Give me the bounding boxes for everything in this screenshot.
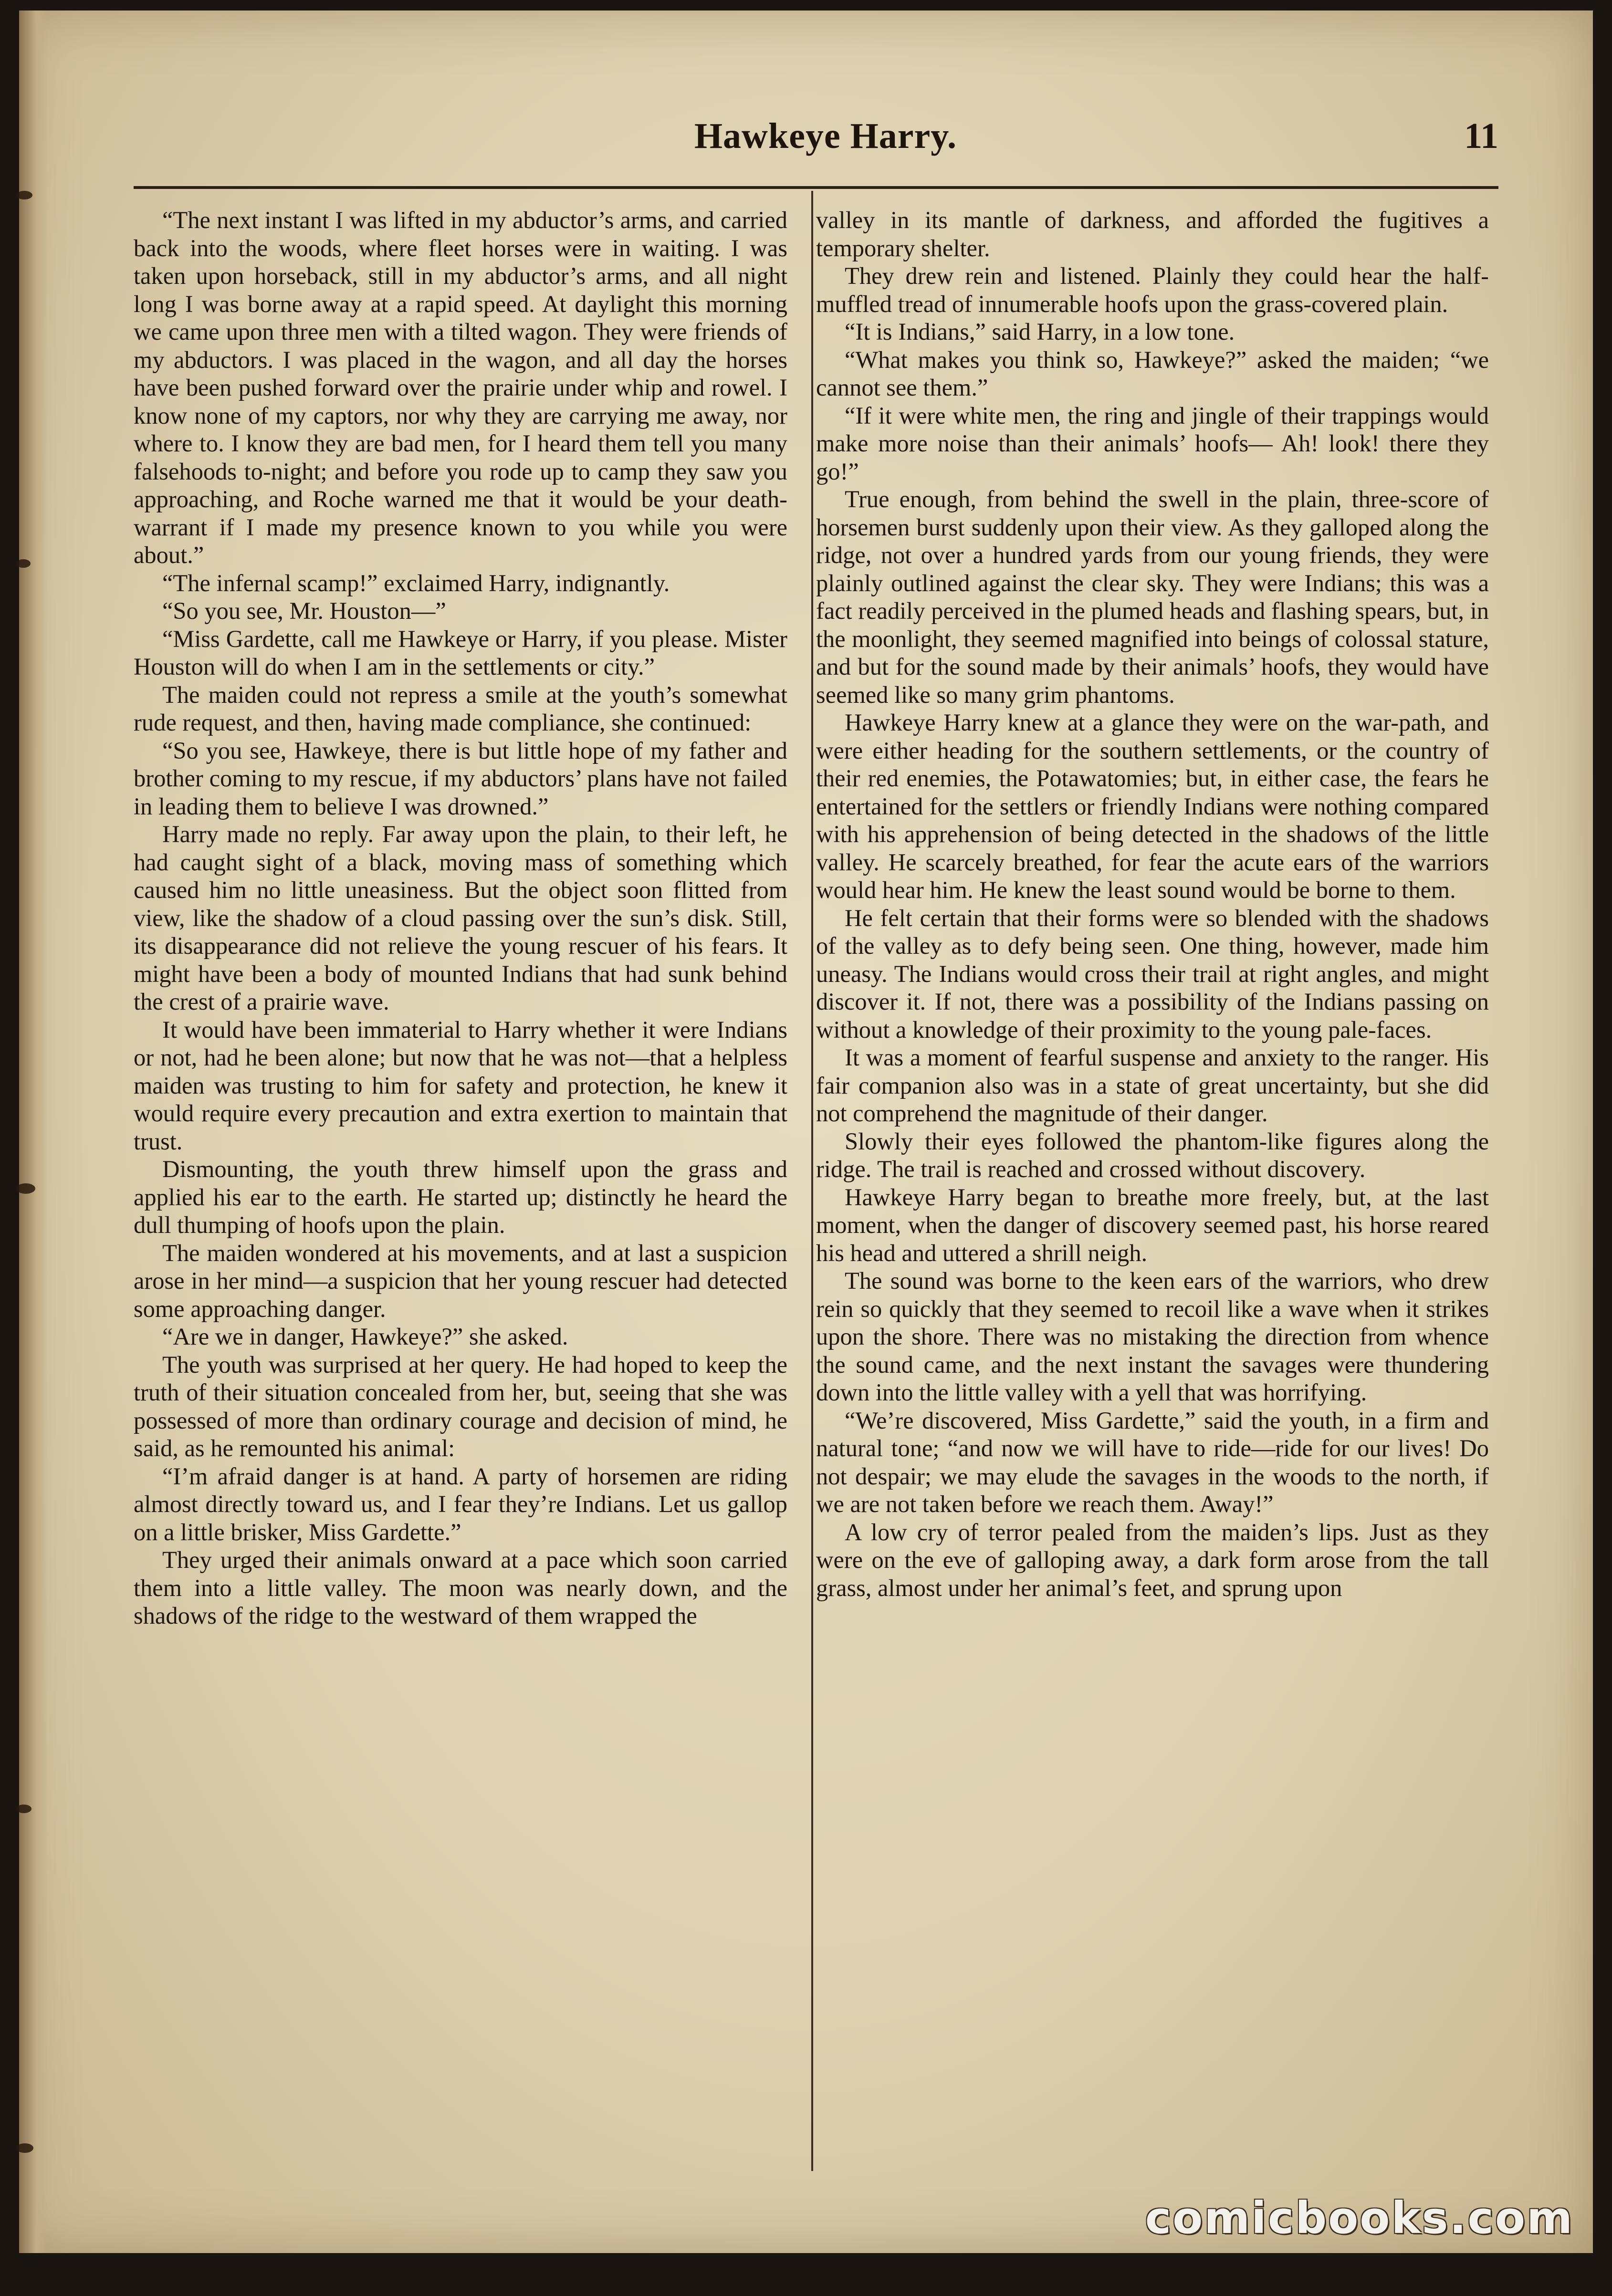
paragraph: Dismounting, the youth threw himself upon the grass and applied his ear to the earth. He started up; distinctly he heard the dull thumping of hoofs upon the plain. (134, 1156, 787, 1238)
paragraph: Harry made no reply. Far away upon the plain, to their left, he had caught sight of a black, moving mass of something which caused him no little uneasiness. But the object soon flitted from view, like the shadow of a cloud passing over the sun’s disk. Still, its disappearance did not relieve the young rescuer of his fears. It might have been a body of mounted Indians that had sunk behind the crest of a prairie wave. (134, 821, 787, 1015)
binding-hole-mark (16, 1183, 35, 1194)
paragraph: The sound was borne to the keen ears of the warriors, who drew rein so quickly that they seemed to recoil like a wave when it strikes upon the shore. There was no mistaking the direction from whence the sound came, and the next instant the savages were thundering down into the little valley with a yell that was horrifying. (816, 1267, 1489, 1406)
running-title: Hawkeye Harry. (694, 116, 957, 156)
paragraph: The youth was surprised at her query. He had hoped to keep the truth of their situation concealed from her, but, seeing that she was possessed of more than ordinary courage and decision of mind, he said, as he remounted his animal: (134, 1351, 787, 1461)
column-divider (811, 191, 813, 2171)
paragraph: “The infernal scamp!” exclaimed Harry, indignantly. (162, 569, 670, 596)
site-watermark: comicbooks.com (1145, 2192, 1574, 2244)
page-number: 11 (1464, 116, 1498, 156)
page-spine-edge (19, 10, 48, 2253)
paragraph: “If it were white men, the ring and jingle of their trappings would make more noise than their animals’ hoofs— Ah! look! there they go!” (816, 402, 1489, 485)
magazine-page (19, 10, 1593, 2253)
paragraph: True enough, from behind the swell in the plain, three-score of horsemen burst suddenly upon their view. As they galloped along the ridge, not over a hundred yards from our young friends, they were plainly outlined against the clear sky. They were Indians; this was a fact readily perceived in the plumed heads and flashing spears, but, in the moonlight, they seemed magnified into beings of colossal stature, and but for the sound made by their animals’ hoofs, they would have seemed like so many grim phantoms. (816, 486, 1489, 708)
paragraph: The maiden could not repress a smile at the youth’s somewhat rude request, and then, having made compliance, she continued: (134, 681, 787, 736)
binding-hole-mark (16, 1805, 31, 1813)
header-rule (134, 186, 1498, 189)
right-column (816, 206, 1489, 1602)
page-header (153, 115, 1498, 177)
paragraph: “Miss Gardette, call me Hawkeye or Harry, if you please. Mister Houston will do when I am in the settlements or city.” (134, 625, 787, 680)
paragraph: He felt certain that their forms were so blended with the shadows of the valley as to defy being seen. One thing, however, made him uneasy. The Indians would cross their trail at right angles, and might discover it. If not, there was a possibility of the Indians passing on without a knowledge of their proximity to the young pale-faces. (816, 904, 1489, 1043)
paragraph: It was a moment of fearful suspense and anxiety to the ranger. His fair companion also was in a state of great uncertainty, but she did not comprehend the magnitude of their danger. (816, 1044, 1489, 1127)
paragraph: “We’re discovered, Miss Gardette,” said the youth, in a firm and natural tone; “and now we will have to ride—ride for our lives! Do not despair; we may elude the savages in the woods to the north, if we are not taken before we reach them. Away!” (816, 1407, 1489, 1517)
paragraph: Slowly their eyes followed the phantom-like figures along the ridge. The trail is reached and crossed without discovery. (816, 1127, 1489, 1182)
paragraph: “So you see, Mr. Houston—” (162, 597, 446, 624)
paragraph: The maiden wondered at his movements, and at last a suspicion arose in her mind—a suspicion that her young rescuer had detected some approaching danger. (134, 1239, 787, 1322)
paragraph: “What makes you think so, Hawkeye?” asked the maiden; “we cannot see them.” (816, 346, 1489, 401)
paragraph: “The next instant I was lifted in my abductor’s arms, and carried back into the woods, where fleet horses were in waiting. I was taken upon horseback, still in my abductor’s arms, and all night long I was borne away at a rapid speed. At daylight this morning we came upon three men with a tilted wagon. They were friends of my abductors. I was placed in the wagon, and all day the horses have been pushed forward over the prairie under whip and rowel. I know none of my captors, nor why they are carrying me away, nor where to. I know they are bad men, for I heard them tell you many falsehoods to-night; and before you rode up to camp they saw you approaching, and Roche warned me that it would be your death-warrant if I made my presence known to you while you were about.” (134, 207, 787, 568)
paragraph: “I’m afraid danger is at hand. A party of horsemen are riding almost directly toward us, and I fear they’re Indians. Let us gallop on a little brisker, Miss Gardette.” (134, 1462, 787, 1545)
binding-hole-mark (16, 559, 31, 568)
binding-hole-mark (16, 191, 32, 199)
paragraph: Hawkeye Harry knew at a glance they were on the war-path, and were either heading for the southern settlements, or the country of their red enemies, the Potawatomies; but, in either case, the fears he entertained for the settlers or friendly Indians were nothing compared with his apprehension of being detected in the shadows of the little valley. He scarcely breathed, for fear the acute ears of the warriors would hear him. He knew the least sound would be borne to them. (816, 709, 1489, 903)
paragraph: A low cry of terror pealed from the maiden’s lips. Just as they were on the eve of galloping away, a dark form arose from the tall grass, almost under her animal’s feet, and sprung upon (816, 1518, 1489, 1601)
paragraph: They urged their animals onward at a pace which soon carried them into a little valley. The moon was nearly down, and the shadows of the ridge to the westward of them wrapped the (134, 1546, 787, 1629)
paragraph: Hawkeye Harry began to breathe more freely, but, at the last moment, when the danger of discovery seemed past, his horse reared his head and uttered a shrill neigh. (816, 1183, 1489, 1266)
paragraph: “So you see, Hawkeye, there is but little hope of my father and brother coming to my rescue, if my abductors’ plans have not failed in leading them to believe I was drowned.” (134, 737, 787, 820)
left-column (134, 206, 787, 1630)
paragraph: “Are we in danger, Hawkeye?” she asked. (162, 1323, 568, 1350)
paragraph: “It is Indians,” said Harry, in a low tone. (845, 318, 1235, 345)
paragraph: It would have been immaterial to Harry whether it were Indians or not, had he been alone; but now that he was not—that a helpless maiden was trusting to him for safety and protection, he knew it would require every precaution and extra exertion to maintain that trust. (134, 1016, 787, 1155)
binding-hole-mark (16, 2143, 33, 2153)
paragraph-continued: valley in its mantle of darkness, and afforded the fugitives a temporary shelter. (816, 207, 1489, 261)
paragraph: They drew rein and listened. Plainly they could hear the half-muffled tread of innumerable hoofs upon the grass-covered plain. (816, 262, 1489, 317)
